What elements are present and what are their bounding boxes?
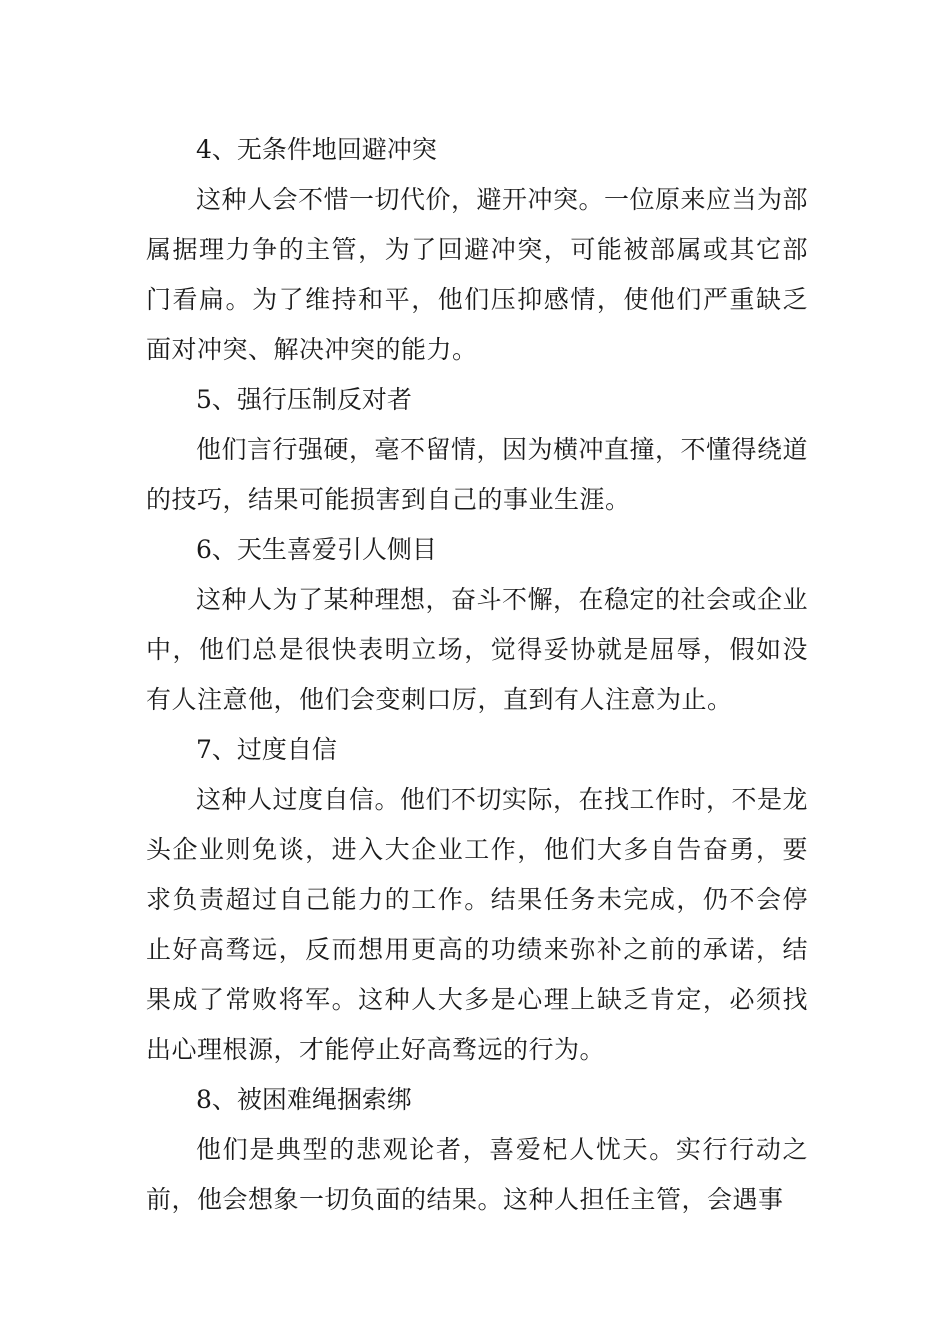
section-paragraph-7: 这种人过度自信。他们不切实际，在找工作时，不是龙头企业则免谈，进入大企业工作，他们大多自告奋勇，要求负责超过自己能力的工作。结果任务未完成，仍不会停止好高骛远，反而想用更高的功绩来弥补之前的承诺，结果成了常败将军。这种人大多是心理上缺乏肯定，必须找出心理根源，才能停止好高骛远的行为。 [146, 785, 809, 1064]
section-heading-8: 8、被困难绳捆索绑 [196, 1085, 412, 1114]
document-body [146, 125, 808, 1225]
section-paragraph-6: 这种人为了某种理想，奋斗不懈，在稳定的社会或企业中，他们总是很快表明立场，觉得妥协就是屈辱，假如没有人注意他，他们会变刺口厉，直到有人注意为止。 [146, 585, 809, 714]
section-heading-6: 6、天生喜爱引人侧目 [196, 535, 437, 564]
section-heading-7: 7、过度自信 [196, 735, 337, 764]
section-paragraph-5: 他们言行强硬，毫不留情，因为横冲直撞，不懂得绕道的技巧，结果可能损害到自己的事业生涯。 [146, 435, 809, 514]
section-heading-4: 4、无条件地回避冲突 [196, 135, 437, 164]
section-paragraph-8: 他们是典型的悲观论者，喜爱杞人忧天。实行行动之前，他会想象一切负面的结果。这种人担任主管，会遇事 [146, 1135, 808, 1214]
section-heading-5: 5、强行压制反对者 [196, 385, 412, 414]
section-paragraph-4: 这种人会不惜一切代价，避开冲突。一位原来应当为部属据理力争的主管，为了回避冲突，可能被部属或其它部门看扁。为了维持和平，他们压抑感情，使他们严重缺乏面对冲突、解决冲突的能力。 [146, 185, 809, 364]
